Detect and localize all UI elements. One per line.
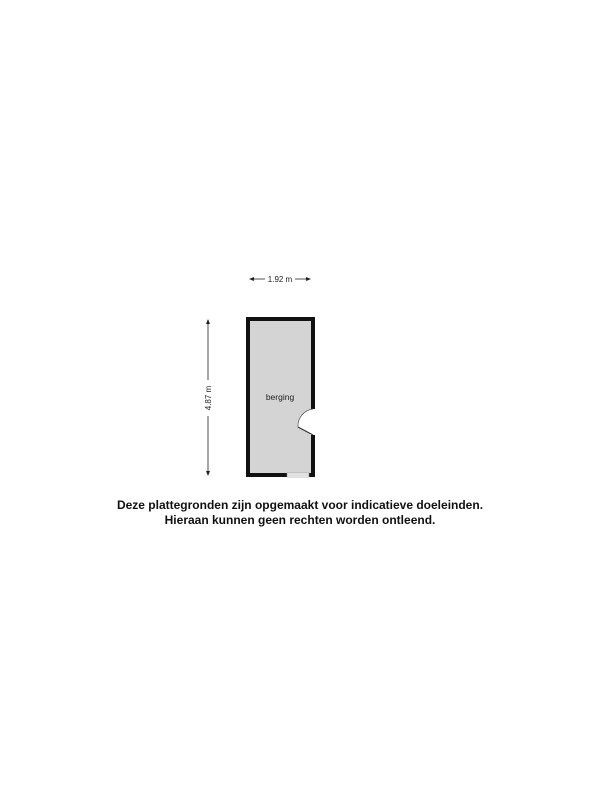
height-arrow-bottom-icon (206, 471, 210, 476)
disclaimer (0, 498, 600, 528)
width-dimension (249, 275, 311, 284)
disclaimer-line-2: Hieraan kunnen geen rechten worden ontleend. (164, 513, 436, 527)
width-arrow-right-icon (306, 277, 311, 281)
height-dimension-label: 4.87 m (204, 385, 213, 411)
room-berging (246, 317, 316, 477)
width-arrow-left-icon (249, 277, 254, 281)
disclaimer-line-1: Deze plattegronden zijn opgemaakt voor indicatieve doeleinden. (116, 498, 484, 512)
height-dimension (204, 319, 213, 476)
height-arrow-top-icon (206, 319, 210, 324)
width-dimension-label: 1.92 m (267, 275, 293, 284)
room-label: berging (265, 392, 295, 402)
